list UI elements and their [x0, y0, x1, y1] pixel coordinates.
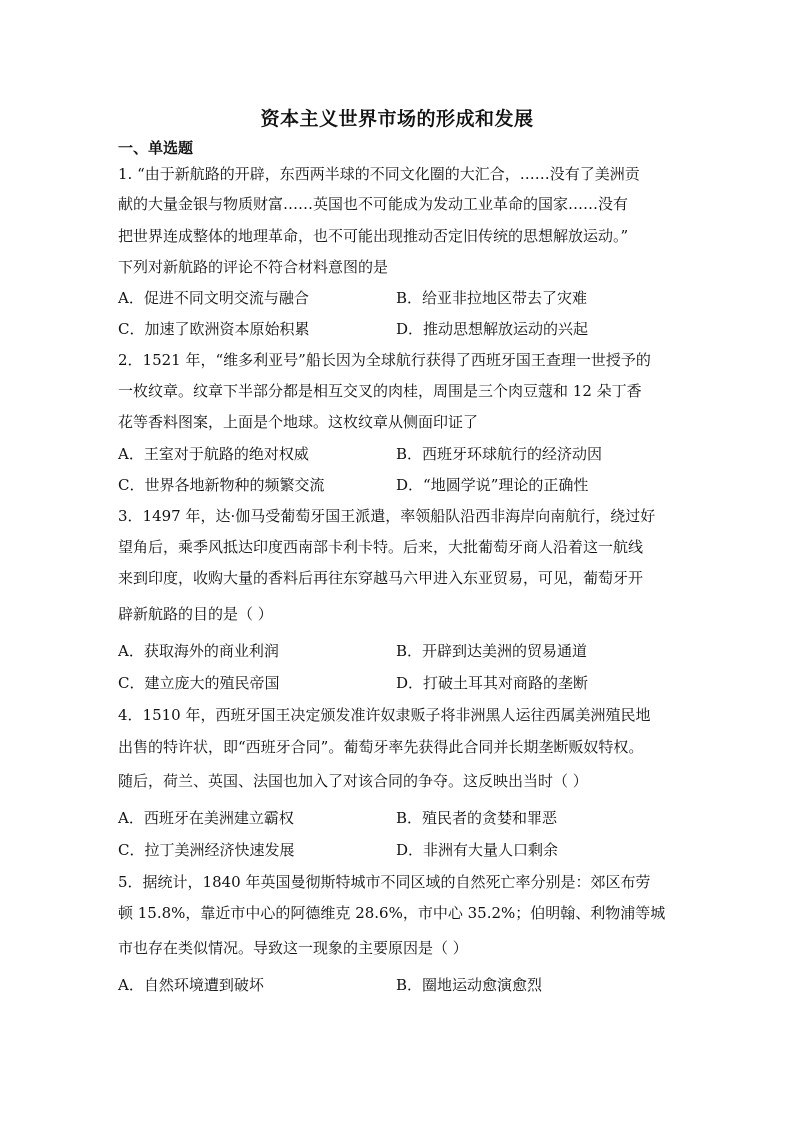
question-3-option-a[interactable]: A．获取海外的商业利润: [118, 642, 279, 660]
question-5-line-1: 5．据统计，1840 年英国曼彻斯特城市不同区域的自然死亡率分别是：郊区布劳: [118, 873, 651, 891]
question-4-option-c[interactable]: C．拉丁美洲经济快速发展: [118, 841, 295, 859]
question-5-line-2: 顿 15.8%，靠近市中心的阿德维克 28.6%，市中心 35.2%；伯明翰、利物浦等城: [118, 904, 666, 922]
question-5-line-3: 市也存在类似情况。导致这一现象的主要原因是（ ）: [118, 939, 468, 957]
question-1-line-4: 下列对新航路的评论不符合材料意图的是: [118, 258, 389, 276]
question-3-option-d[interactable]: D．打破土耳其对商路的垄断: [396, 674, 589, 692]
question-1-option-b[interactable]: B．给亚非拉地区带去了灾难: [396, 289, 588, 307]
question-3-line-4: 辟新航路的目的是（ ）: [118, 605, 273, 623]
question-1-line-3: 把世界连成整体的地理革命，也不可能出现推动否定旧传统的思想解放运动。”: [118, 227, 629, 245]
question-2-option-a[interactable]: A．王室对于航路的绝对权威: [118, 445, 309, 463]
question-2-option-b[interactable]: B．西班牙环球航行的经济动因: [396, 445, 603, 463]
question-3-line-1: 3．1497 年，达·伽马受葡萄牙国王派遣，率领船队沿西非海岸向南航行，绕过好: [118, 507, 656, 525]
question-4-line-2: 出售的特许状，即“西班牙合同”。葡萄牙率先获得此合同并长期垄断贩奴特权。: [118, 738, 644, 756]
question-1-option-c[interactable]: C．加速了欧洲资本原始积累: [118, 320, 310, 338]
section-heading: 一、单选题: [118, 139, 194, 157]
question-1-option-a[interactable]: A．促进不同文明交流与融合: [118, 289, 309, 307]
question-2-line-3: 花等香料图案，上面是个地球。这枚纹章从侧面印证了: [118, 413, 479, 431]
question-3-option-b[interactable]: B．开辟到达美洲的贸易通道: [396, 642, 588, 660]
question-4-option-b[interactable]: B．殖民者的贪婪和罪恶: [396, 809, 558, 827]
question-2-option-c[interactable]: C．世界各地新物种的频繁交流: [118, 476, 325, 494]
question-1-line-2: 献的大量金银与物质财富……英国也不可能成为发动工业革命的国家……没有: [118, 195, 629, 213]
question-4-line-3: 随后，荷兰、英国、法国也加入了对该合同的争夺。这反映出当时（ ）: [118, 772, 588, 790]
question-5-option-b[interactable]: B．圈地运动愈演愈烈: [396, 976, 543, 994]
question-4-option-d[interactable]: D．非洲有大量人口剩余: [396, 841, 559, 859]
question-2-option-d[interactable]: D．“地圆学说”理论的正确性: [396, 476, 589, 494]
question-3-line-3: 来到印度，收购大量的香料后再往东穿越马六甲进入东亚贸易，可见，葡萄牙开: [118, 569, 644, 587]
question-4-line-1: 4．1510 年，西班牙国王决定颁发准许奴隶贩子将非洲黑人运往西属美洲殖民地: [118, 706, 651, 724]
question-1-option-d[interactable]: D．推动思想解放运动的兴起: [396, 320, 589, 338]
question-1-line-1: 1. “由于新航路的开辟，东西两半球的不同文化圈的大汇合，……没有了美洲贡: [118, 165, 640, 183]
question-2-line-1: 2．1521 年，“维多利亚号”船长因为全球航行获得了西班牙国王查理一世授予的: [118, 351, 651, 369]
question-5-option-a[interactable]: A．自然环境遭到破坏: [118, 976, 264, 994]
question-2-line-2: 一枚纹章。纹章下半部分都是相互交叉的肉桂，周围是三个肉豆蔻和 12 朵丁香: [118, 382, 642, 400]
question-3-option-c[interactable]: C．建立庞大的殖民帝国: [118, 674, 280, 692]
question-3-line-2: 望角后，乘季风抵达印度西南部卡利卡特。后来，大批葡萄牙商人沿着这一航线: [118, 538, 644, 556]
question-4-option-a[interactable]: A．西班牙在美洲建立霸权: [118, 809, 294, 827]
page-title: 资本主义世界市场的形成和发展: [260, 108, 534, 130]
